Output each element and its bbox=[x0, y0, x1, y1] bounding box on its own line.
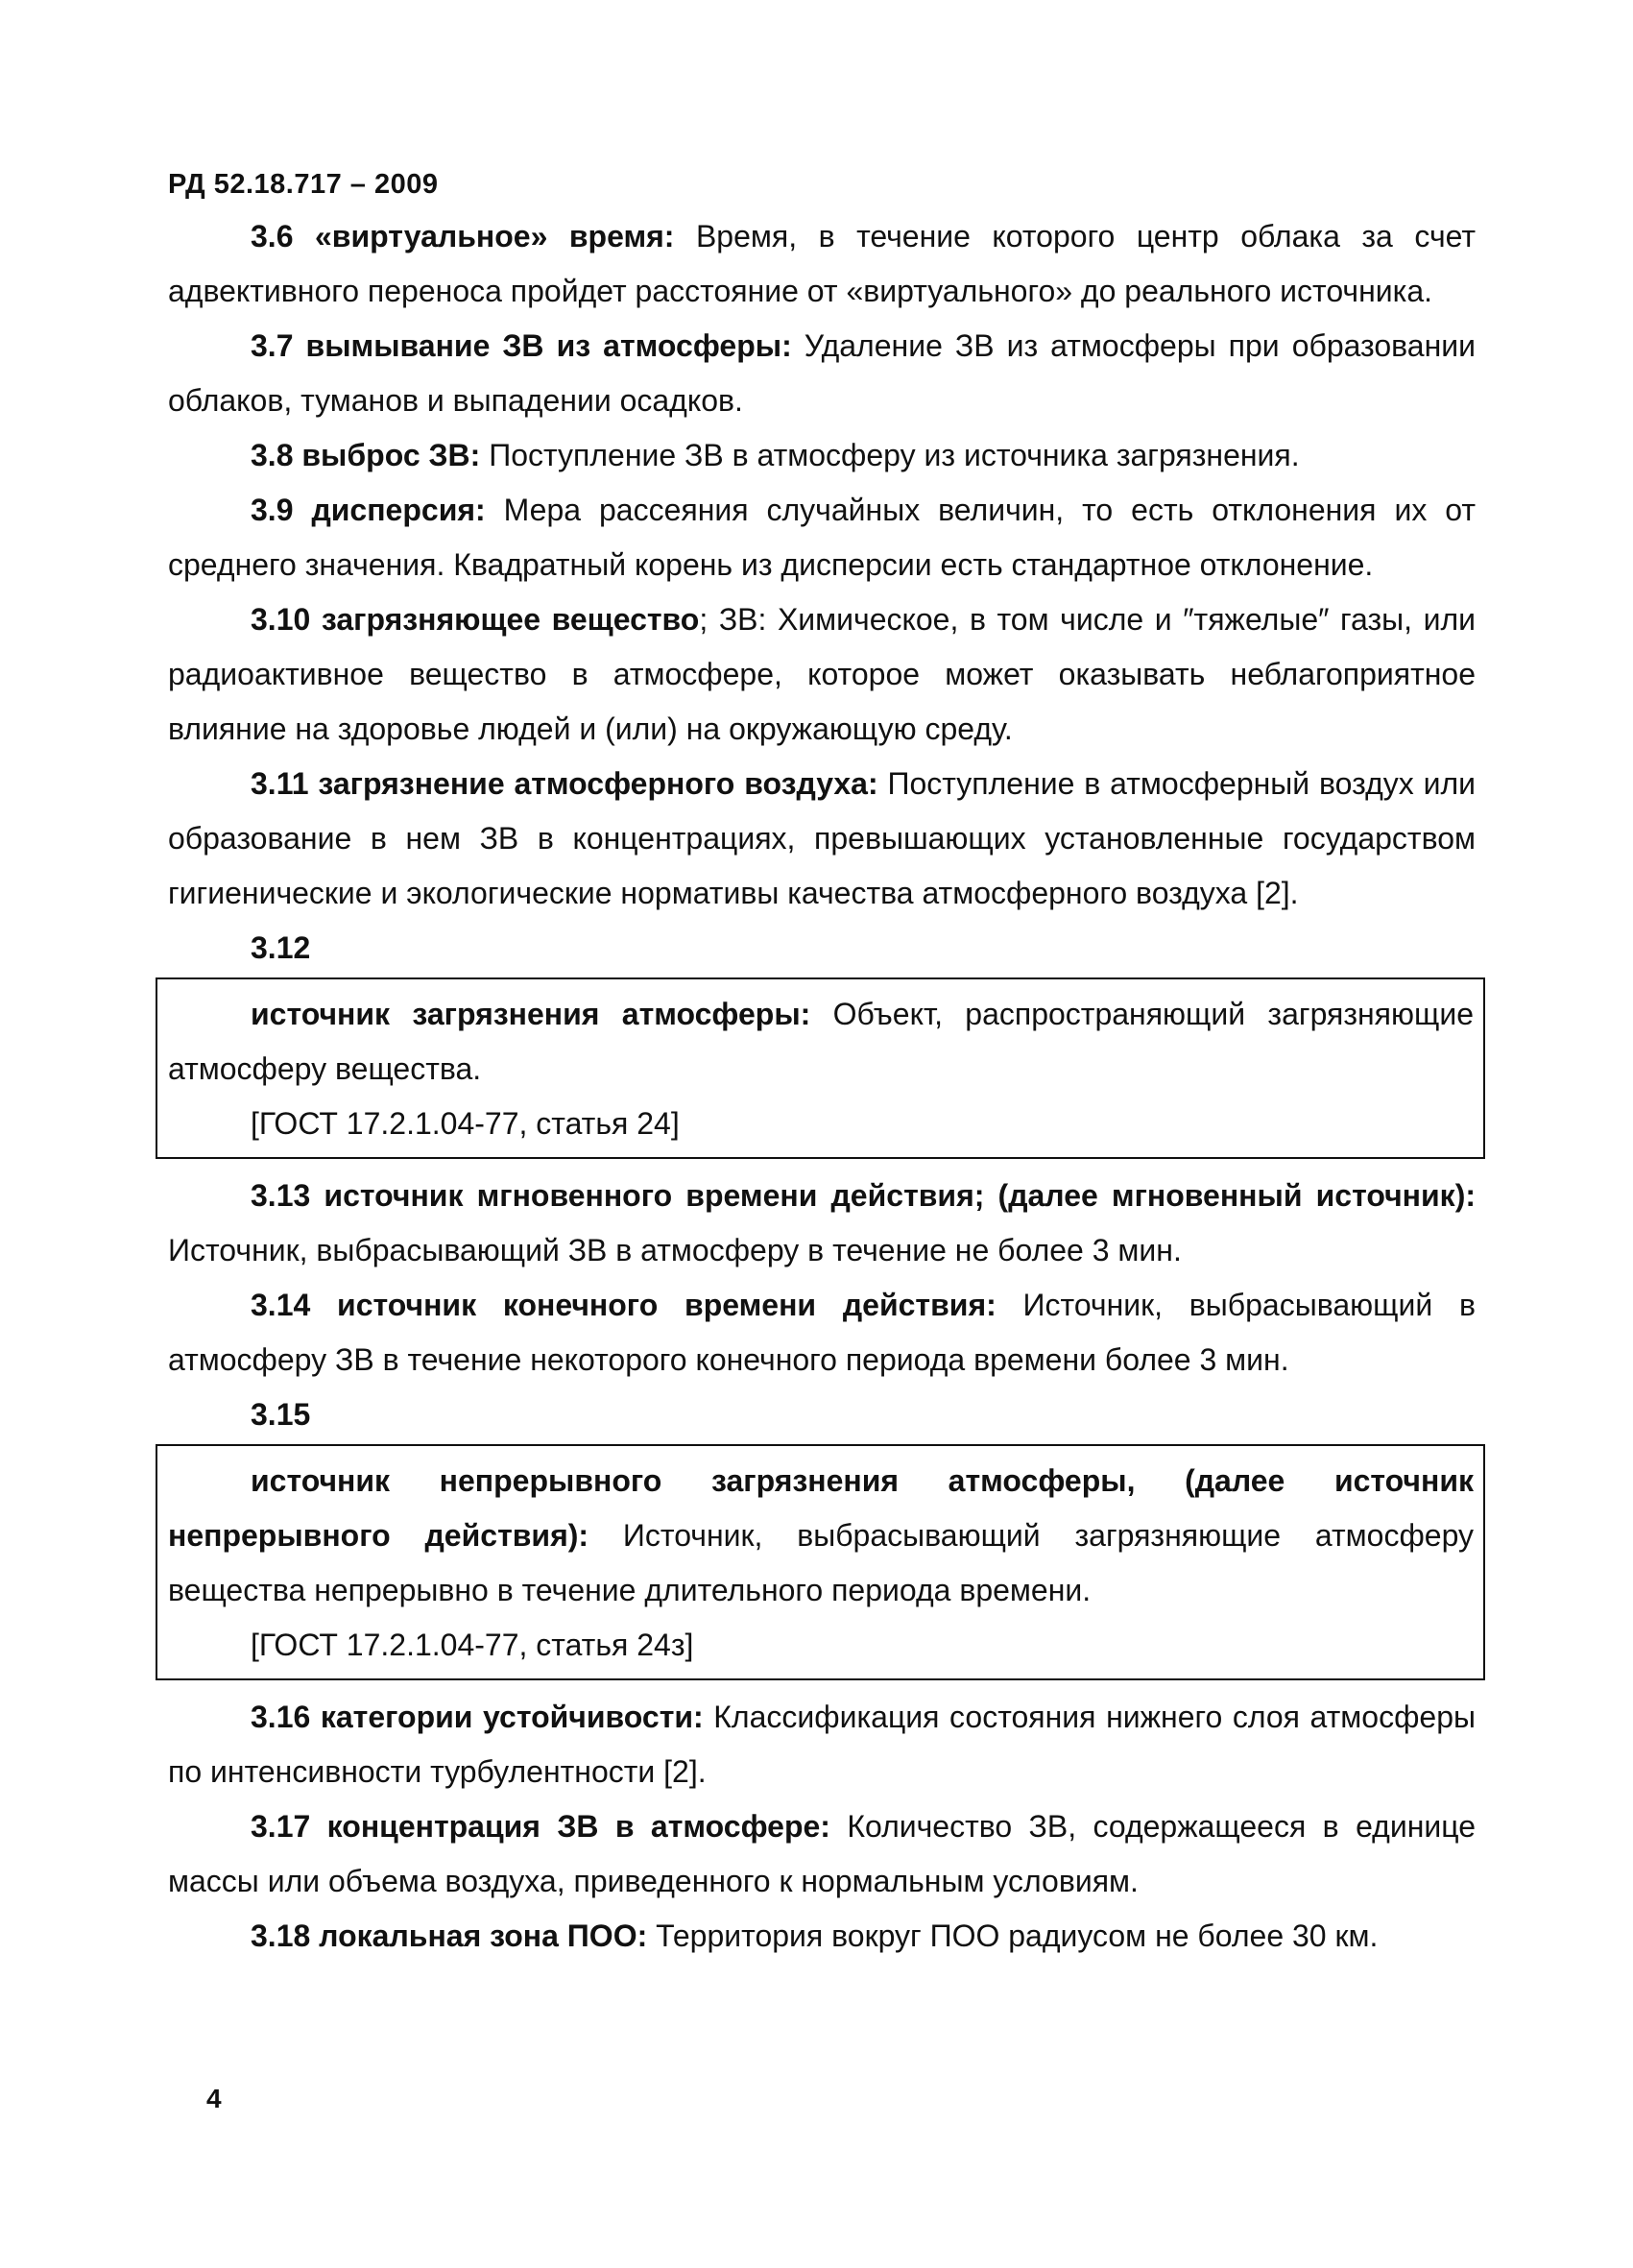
entry-3-13 bbox=[168, 1169, 1476, 1278]
entry-3-10 bbox=[168, 592, 1476, 757]
entry-3-15 bbox=[168, 1454, 1474, 1618]
entry-term: источник непрерывного загрязнения атмосферы, (далее источник непрерывного действия): bbox=[168, 1463, 1474, 1553]
entry-3-9 bbox=[168, 483, 1476, 592]
entry-definition: Удаление ЗВ из атмосферы при образовании облаков, туманов и выпадении осадков. bbox=[168, 328, 1477, 418]
entry-number: 3.16 bbox=[251, 1700, 311, 1734]
entry-definition: Объект, распространяющий загрязняющие атмосферу вещества. bbox=[168, 997, 1475, 1086]
entry-number-3-15: 3.15 bbox=[251, 1397, 311, 1432]
entry-number: 3.10 bbox=[251, 602, 311, 637]
entry-number: 3.13 bbox=[251, 1178, 311, 1213]
entry-number: 3.18 bbox=[251, 1918, 311, 1953]
entry-term: выброс ЗВ: bbox=[301, 438, 481, 472]
entry-number: 3.6 bbox=[251, 219, 294, 253]
entry-3-18 bbox=[168, 1909, 1476, 1964]
entry-term: дисперсия: bbox=[311, 493, 486, 527]
entry-number: 3.7 bbox=[251, 328, 294, 363]
entry-term: категории устойчивости: bbox=[320, 1700, 704, 1734]
entry-definition: Источник, выбрасывающий в атмосферу ЗВ в течение некоторого конечного периода времени более 3 мин. bbox=[168, 1288, 1476, 1377]
entry-3-11 bbox=[168, 757, 1476, 921]
entry-number: 3.11 bbox=[251, 766, 309, 801]
entry-term: локальная зона ПОО: bbox=[319, 1918, 648, 1953]
page-number: 4 bbox=[206, 2084, 222, 2113]
entry-definition: Поступление в атмосферный воздух или образование в нем ЗВ в концентрациях, превышающих установленные государством гигиенические и экологические нормативы качества атмосферного воздуха [2]. bbox=[168, 766, 1477, 910]
entry-number: 3.8 bbox=[251, 438, 294, 472]
standard-reference: [ГОСТ 17.2.1.04-77, статья 24з] bbox=[251, 1628, 694, 1662]
entry-3-16 bbox=[168, 1690, 1476, 1799]
entry-number-3-12: 3.12 bbox=[251, 930, 311, 965]
entry-definition: Территория вокруг ПОО радиусом не более 30 км. bbox=[647, 1918, 1379, 1953]
entry-term: загрязняющее вещество bbox=[321, 602, 700, 637]
entry-term: источник мгновенного времени действия; (далее мгновенный источник): bbox=[324, 1178, 1476, 1213]
standard-reference: [ГОСТ 17.2.1.04-77, статья 24] bbox=[251, 1106, 680, 1141]
entry-3-8 bbox=[168, 428, 1476, 483]
entry-term: концентрация ЗВ в атмосфере: bbox=[326, 1809, 830, 1844]
entry-term: вымывание ЗВ из атмосферы: bbox=[305, 328, 792, 363]
entry-term: «виртуальное» время: bbox=[314, 219, 675, 253]
entry-number: 3.17 bbox=[251, 1809, 311, 1844]
entry-definition: Количество ЗВ, содержащееся в единице массы или объема воздуха, приведенного к нормальным условиям. bbox=[168, 1809, 1477, 1898]
entry-term: источник загрязнения атмосферы: bbox=[251, 997, 811, 1031]
entry-term: источник конечного времени действия: bbox=[337, 1288, 997, 1322]
entry-definition: Поступление ЗВ в атмосферу из источника загрязнения. bbox=[480, 438, 1300, 472]
entry-definition: Мера рассеяния случайных величин, то есть отклонения их от среднего значения. Квадратный корень из дисперсии есть стандартное отклонение. bbox=[168, 493, 1477, 582]
entry-3-7 bbox=[168, 319, 1476, 428]
entry-3-6 bbox=[168, 209, 1476, 319]
entry-definition: Время, в течение которого центр облака за счет адвективного переноса пройдет расстояние от «виртуального» до реального источника. bbox=[168, 219, 1477, 308]
entry-number: 3.9 bbox=[251, 493, 294, 527]
entry-definition: Классификация состояния нижнего слоя атмосферы по интенсивности турбулентности [2]. bbox=[168, 1700, 1477, 1789]
entry-definition: ; ЗВ: Химическое, в том числе и ″тяжелые″ газы, или радиоактивное вещество в атмосфере, которое может оказывать неблагоприятное влияние на здоровье людей и (или) на окружающую среду. bbox=[168, 602, 1477, 746]
boxed-definition-3-12 bbox=[156, 977, 1485, 1159]
entry-definition: Источник, выбрасывающий ЗВ в атмосферу в течение не более 3 мин. bbox=[168, 1233, 1182, 1267]
entry-term: загрязнение атмосферного воздуха: bbox=[318, 766, 878, 801]
document-body bbox=[168, 209, 1476, 1964]
entry-3-14 bbox=[168, 1278, 1476, 1387]
document-code-header: РД 52.18.717 – 2009 bbox=[168, 169, 439, 200]
entry-3-17 bbox=[168, 1799, 1476, 1909]
entry-3-12 bbox=[168, 987, 1474, 1097]
entry-number: 3.14 bbox=[251, 1288, 311, 1322]
boxed-definition-3-15 bbox=[156, 1444, 1485, 1680]
entry-definition: Источник, выбрасывающий загрязняющие атмосферу вещества непрерывно в течение длительного периода времени. bbox=[168, 1518, 1475, 1607]
